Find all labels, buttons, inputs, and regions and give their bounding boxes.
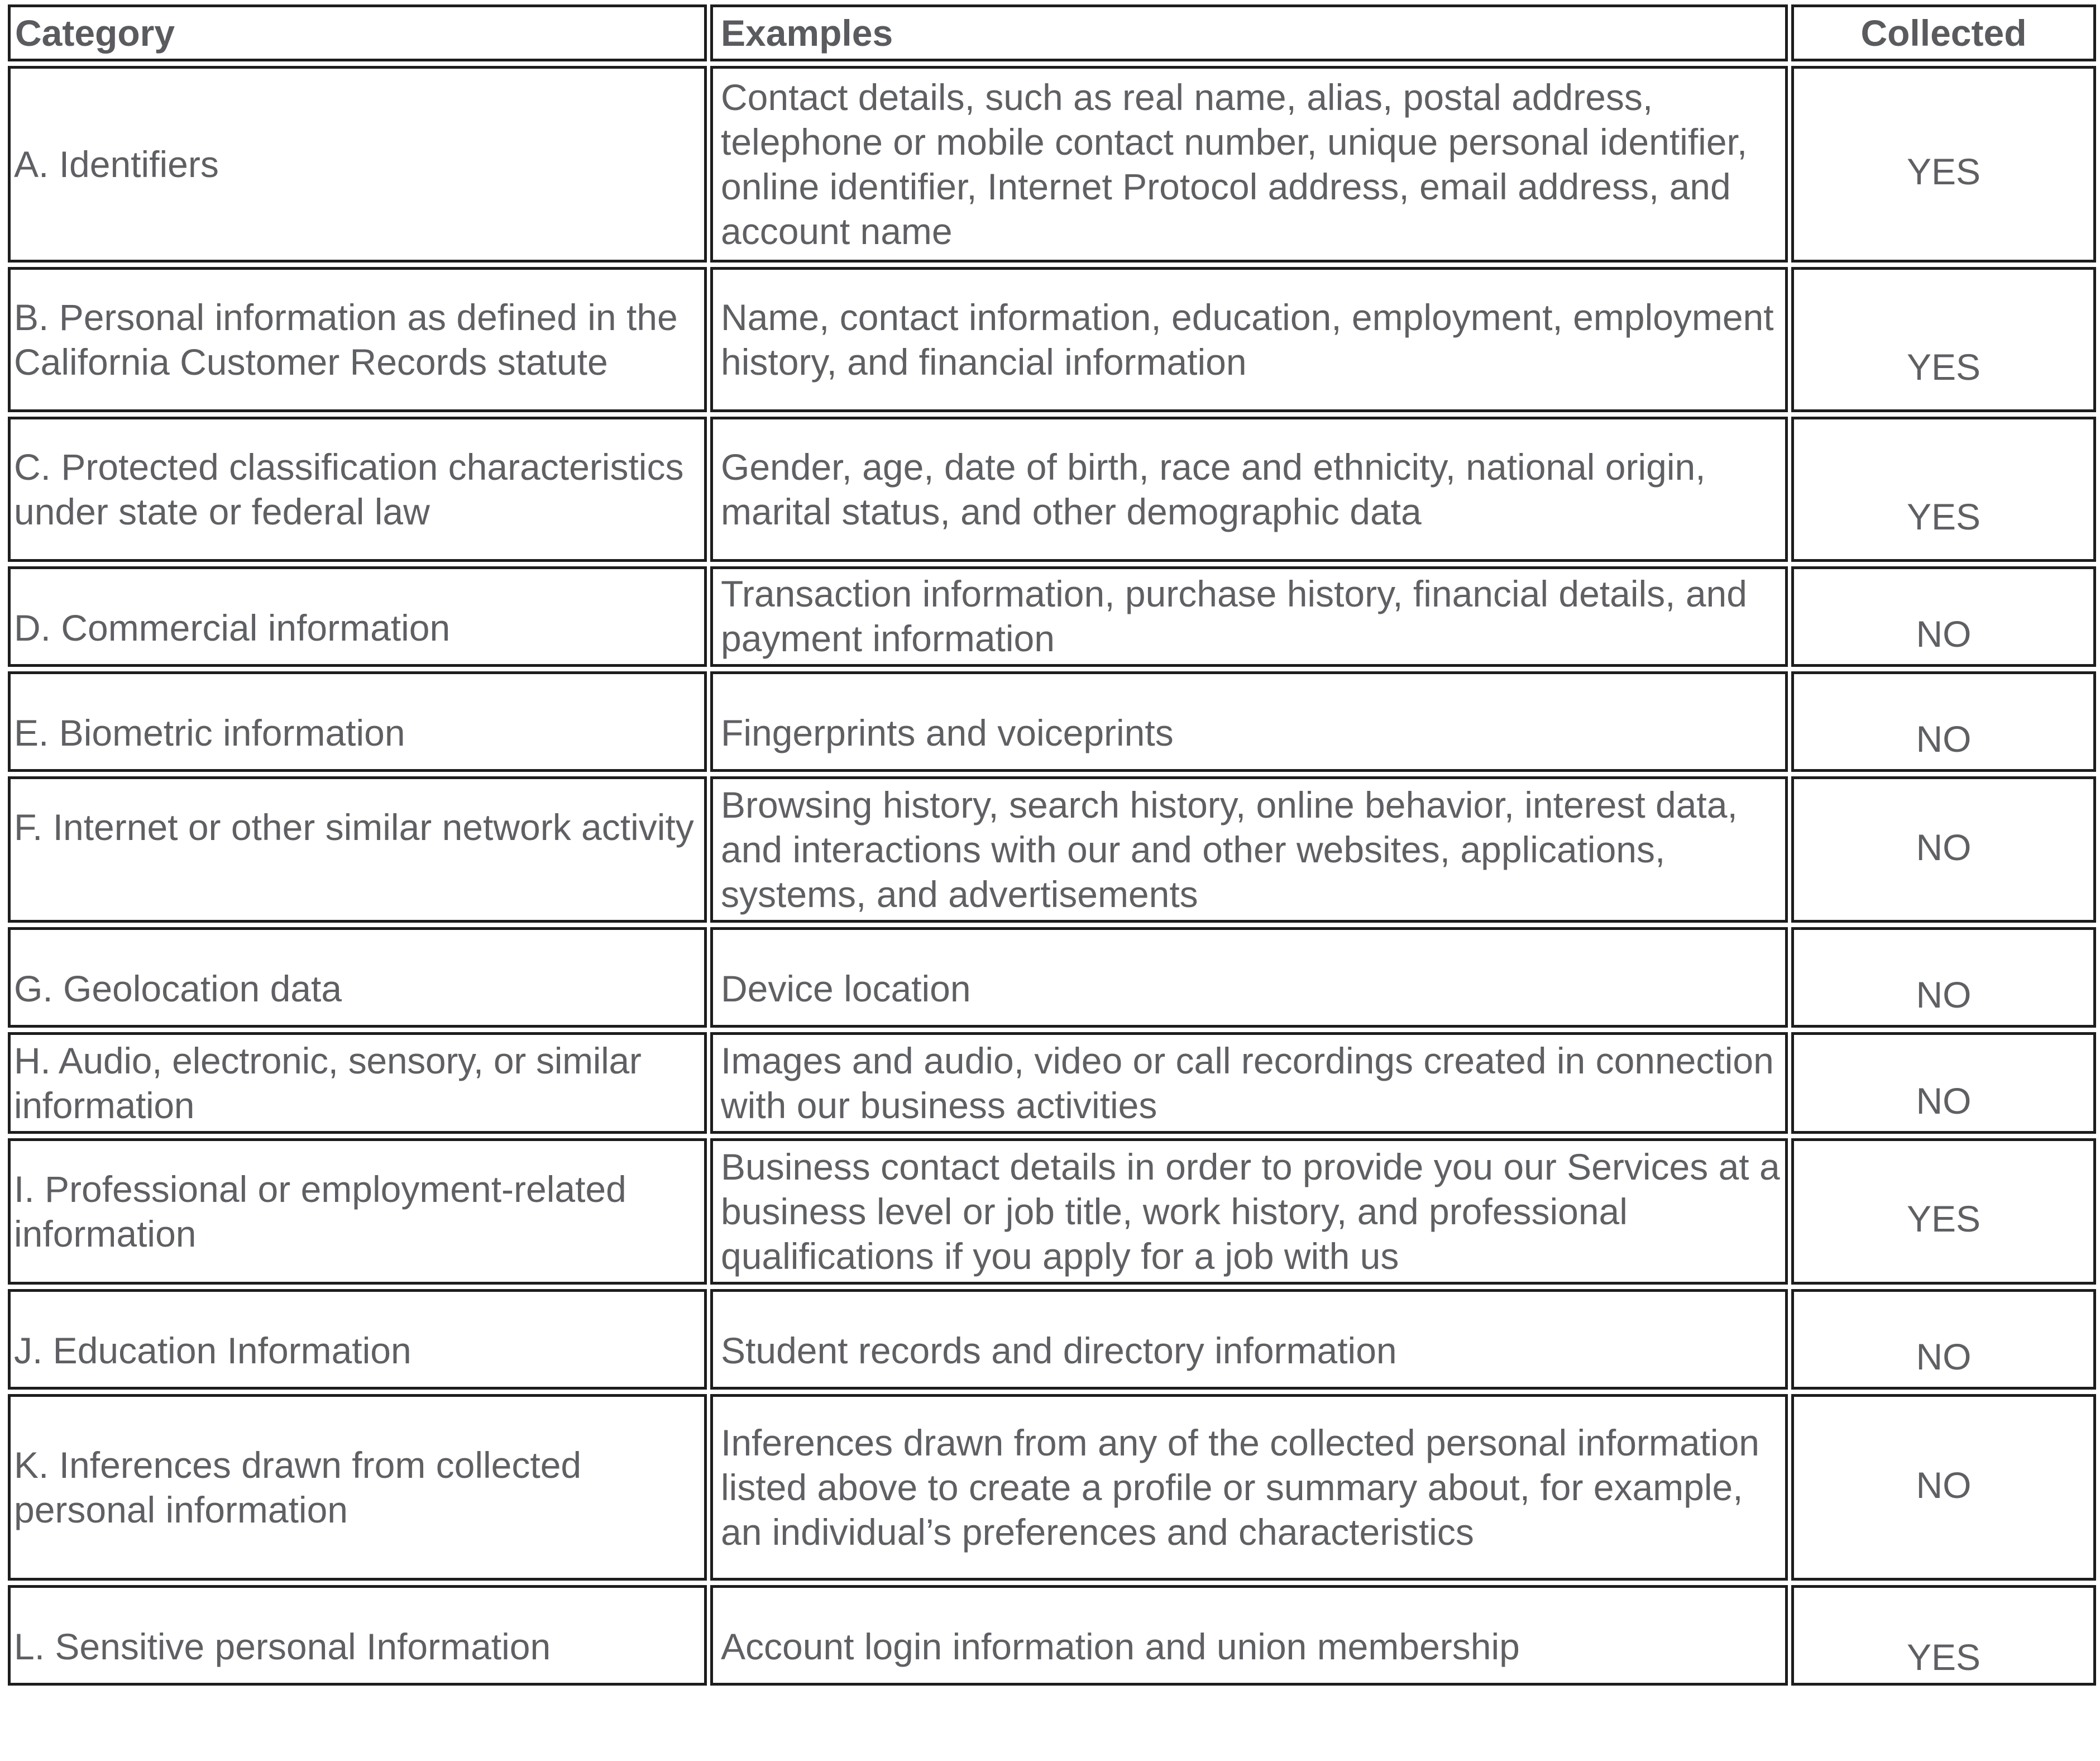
row-collected-value: NO [1791,776,2096,923]
row-category: L. Sensitive personal Information [8,1585,707,1686]
row-examples: Gender, age, date of birth, race and ethnicity, national origin, marital status, and other demographic data [710,417,1788,562]
row-category: C. Protected classification characteristics under state or federal law [8,417,707,562]
table-row [8,1394,2096,1581]
row-category: G. Geolocation data [8,927,707,1028]
row-examples: Device location [710,927,1788,1028]
row-category: A. Identifiers [8,66,707,263]
row-examples: Student records and directory information [710,1289,1788,1390]
row-examples: Business contact details in order to provide you our Services at a business level or job title, work history, and professional qualifications if you apply for a job with us [710,1138,1788,1285]
header-collected: Collected [1791,4,2096,61]
row-collected-value: NO [1791,1289,2096,1390]
row-category: I. Professional or employment-related information [8,1138,707,1285]
row-collected-value: NO [1791,1394,2096,1581]
table-row [8,927,2096,1028]
row-collected-value: YES [1791,1585,2096,1686]
row-collected-value: YES [1791,66,2096,263]
row-examples: Contact details, such as real name, alias, postal address, telephone or mobile contact number, unique personal identifier, online identifier, Internet Protocol address, email address, and account name [710,66,1788,263]
row-category: H. Audio, electronic, sensory, or similar information [8,1032,707,1134]
row-collected-value: NO [1791,566,2096,667]
row-collected-value: YES [1791,1138,2096,1285]
row-examples: Fingerprints and voiceprints [710,671,1788,772]
header-examples: Examples [710,4,1788,61]
row-category: K. Inferences drawn from collected personal information [8,1394,707,1581]
row-collected-value: YES [1791,417,2096,562]
row-examples: Account login information and union membership [710,1585,1788,1686]
table-header-row [8,4,2096,61]
row-category: B. Personal information as defined in the California Customer Records statute [8,267,707,412]
row-examples: Transaction information, purchase history, financial details, and payment information [710,566,1788,667]
row-examples: Images and audio, video or call recordings created in connection with our business activities [710,1032,1788,1134]
privacy-categories-document [8,4,2096,1686]
table-row [8,66,2096,263]
row-collected-value: NO [1791,927,2096,1028]
table-row [8,1289,2096,1390]
personal-information-categories-table [4,0,2099,1690]
row-examples: Browsing history, search history, online behavior, interest data, and interactions with our and other websites, applications, systems, and advertisements [710,776,1788,923]
row-collected-value: NO [1791,1032,2096,1134]
table-row [8,566,2096,667]
table-row [8,1138,2096,1285]
table-row [8,417,2096,562]
table-row [8,267,2096,412]
row-examples: Name, contact information, education, employment, employment history, and financial information [710,267,1788,412]
table-row [8,1032,2096,1134]
row-collected-value: NO [1791,671,2096,772]
row-collected-value: YES [1791,267,2096,412]
row-category: J. Education Information [8,1289,707,1390]
row-category: D. Commercial information [8,566,707,667]
header-category: Category [8,4,707,61]
row-category: F. Internet or other similar network activity [8,776,707,923]
table-row [8,1585,2096,1686]
row-examples: Inferences drawn from any of the collected personal information listed above to create a profile or summary about, for example, an individual’s preferences and characteristics [710,1394,1788,1581]
row-category: E. Biometric information [8,671,707,772]
table-row [8,776,2096,923]
table-row [8,671,2096,772]
